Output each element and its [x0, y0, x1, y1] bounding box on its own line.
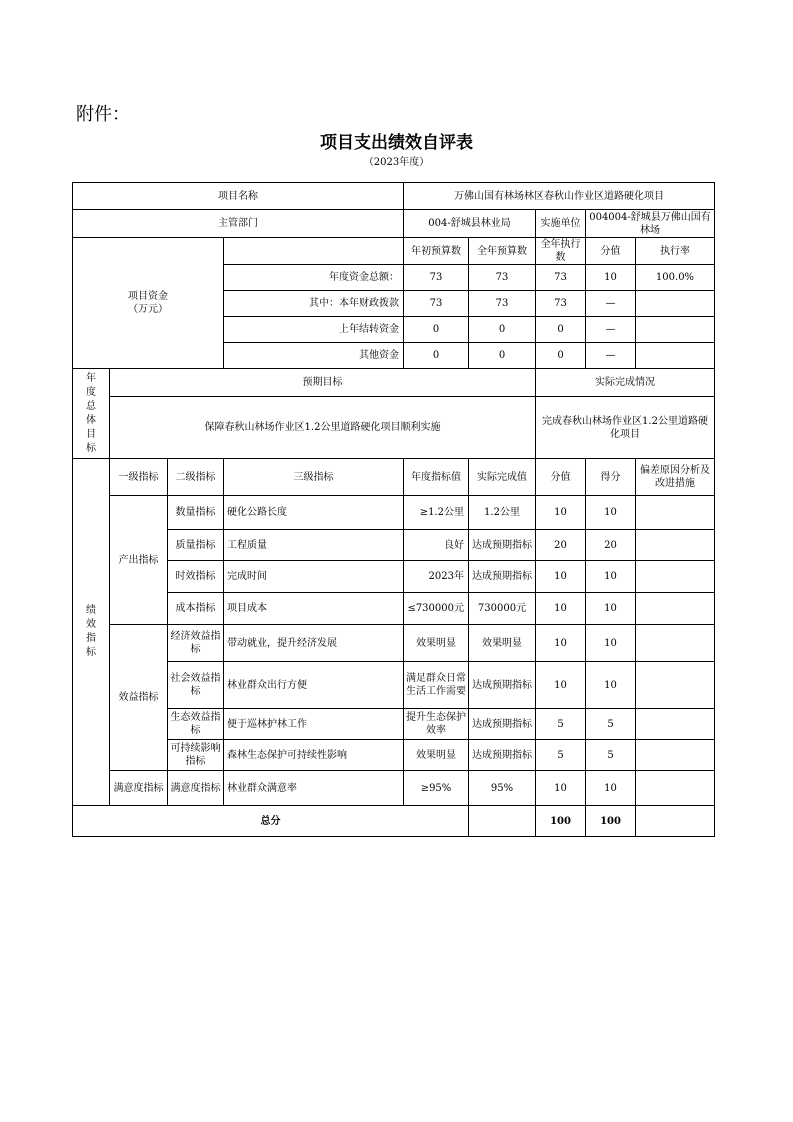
project-name-row: [73, 183, 715, 210]
level2: 质量指标: [168, 530, 224, 561]
level2: 社会效益指标: [168, 662, 224, 709]
level3: 完成时间: [224, 561, 404, 593]
note: [636, 709, 715, 740]
funds-header-row: [73, 238, 715, 265]
impl-value: 004004-舒城县万佛山国有林场: [586, 210, 715, 238]
dept-value: 004-舒城县林业局: [404, 210, 536, 238]
funds-rate: [636, 317, 715, 343]
perf-header: 二级指标: [168, 459, 224, 496]
actual: 达成预期指标: [469, 561, 536, 593]
funds-row-label: 其中：本年财政拨款: [224, 291, 404, 317]
expected-header: 预期目标: [110, 369, 536, 397]
table-row: [73, 561, 715, 593]
funds-score-value: —: [586, 343, 636, 369]
actual: 效果明显: [469, 625, 536, 662]
level2: 生态效益指标: [168, 709, 224, 740]
target: 提升生态保护效率: [404, 709, 469, 740]
funds-row-label: 年度资金总额：: [224, 265, 404, 291]
funds-annual: 0: [469, 317, 536, 343]
funds-score-value: —: [586, 317, 636, 343]
value: 10: [536, 496, 586, 530]
funds-initial: 0: [404, 317, 469, 343]
score: 10: [586, 662, 636, 709]
funds-header: 全年预算数: [469, 238, 536, 265]
level3: 项目成本: [224, 593, 404, 625]
year-subtitle: （2023年度）: [363, 157, 430, 168]
level3: 硬化公路长度: [224, 496, 404, 530]
level3: 林业群众出行方便: [224, 662, 404, 709]
note: [636, 771, 715, 806]
funds-row-label: 上年结转资金: [224, 317, 404, 343]
note: [636, 496, 715, 530]
dept-row: [73, 210, 715, 238]
performance-label: 绩效指标: [73, 459, 110, 806]
actual: 1.2公里: [469, 496, 536, 530]
perf-header: 分值: [536, 459, 586, 496]
total-score: 100: [586, 806, 636, 837]
funds-annual: 0: [469, 343, 536, 369]
level2: 可持续影响指标: [168, 740, 224, 771]
total-blank: [469, 806, 536, 837]
project-name-label: 项目名称: [73, 183, 404, 210]
total-note: [636, 806, 715, 837]
target: 效果明显: [404, 740, 469, 771]
target: 2023年: [404, 561, 469, 593]
funds-header: 分值: [586, 238, 636, 265]
dept-label: 主管部门: [73, 210, 404, 238]
score: 10: [586, 593, 636, 625]
funds-initial: 73: [404, 265, 469, 291]
perf-header: 一级指标: [110, 459, 168, 496]
funds-header: 执行率: [636, 238, 715, 265]
note: [636, 530, 715, 561]
perf-header: 偏差原因分析及改进措施: [636, 459, 715, 496]
perf-header: 实际完成值: [469, 459, 536, 496]
table-row: [73, 771, 715, 806]
actual: 达成预期指标: [469, 740, 536, 771]
level1-benefit: 效益指标: [110, 625, 168, 771]
perf-header: 年度指标值: [404, 459, 469, 496]
table-row: [73, 530, 715, 561]
perf-header: 得分: [586, 459, 636, 496]
actual: 95%: [469, 771, 536, 806]
table-row: [73, 593, 715, 625]
expected-goal: 保障春秋山林场作业区1.2公里道路硬化项目顺利实施: [110, 397, 536, 459]
impl-label: 实施单位: [536, 210, 586, 238]
note: [636, 561, 715, 593]
page-title: 项目支出绩效自评表: [320, 133, 473, 153]
note: [636, 662, 715, 709]
funds-rate: [636, 343, 715, 369]
project-name: 万佛山国有林场林区春秋山作业区道路硬化项目: [404, 183, 715, 210]
level2: 满意度指标: [168, 771, 224, 806]
level3: 林业群众满意率: [224, 771, 404, 806]
goals-row: [73, 397, 715, 459]
perf-header: 三级指标: [224, 459, 404, 496]
level2: 数量指标: [168, 496, 224, 530]
level3: 便于巡林护林工作: [224, 709, 404, 740]
level3: 工程质量: [224, 530, 404, 561]
funds-executed: 73: [536, 291, 586, 317]
funds-initial: 73: [404, 291, 469, 317]
actual-goal: 完成春秋山林场作业区1.2公里道路硬化项目: [536, 397, 715, 459]
value: 10: [536, 771, 586, 806]
table-row: [73, 709, 715, 740]
total-label: 总分: [73, 806, 469, 837]
level2: 成本指标: [168, 593, 224, 625]
score: 10: [586, 561, 636, 593]
level3: 森林生态保护可持续性影响: [224, 740, 404, 771]
total-value: 100: [536, 806, 586, 837]
actual: 达成预期指标: [469, 662, 536, 709]
target: 效果明显: [404, 625, 469, 662]
goals-header-row: [73, 369, 715, 397]
funds-executed: 73: [536, 265, 586, 291]
target: ≤730000元: [404, 593, 469, 625]
actual: 达成预期指标: [469, 709, 536, 740]
score: 10: [586, 496, 636, 530]
funds-rate: [636, 291, 715, 317]
table-row: [73, 625, 715, 662]
table-row: [73, 740, 715, 771]
total-row: [73, 806, 715, 837]
level2: 经济效益指标: [168, 625, 224, 662]
target: ≥1.2公里: [404, 496, 469, 530]
funds-header-blank: [224, 238, 404, 265]
level1-satisfaction: 满意度指标: [110, 771, 168, 806]
score: 5: [586, 709, 636, 740]
value: 10: [536, 625, 586, 662]
level2: 时效指标: [168, 561, 224, 593]
funds-initial: 0: [404, 343, 469, 369]
attachment-label: 附件：: [76, 104, 130, 125]
actual: 730000元: [469, 593, 536, 625]
table-row: [73, 662, 715, 709]
note: [636, 625, 715, 662]
funds-annual: 73: [469, 265, 536, 291]
level3: 带动就业，提升经济发展: [224, 625, 404, 662]
funds-score-value: 10: [586, 265, 636, 291]
funds-row-label: 其他资金: [224, 343, 404, 369]
funds-executed: 0: [536, 343, 586, 369]
score: 5: [586, 740, 636, 771]
value: 10: [536, 662, 586, 709]
score: 10: [586, 771, 636, 806]
level1-output: 产出指标: [110, 496, 168, 625]
funds-score-value: —: [586, 291, 636, 317]
actual: 达成预期指标: [469, 530, 536, 561]
funds-header: 年初预算数: [404, 238, 469, 265]
score: 10: [586, 625, 636, 662]
funds-annual: 73: [469, 291, 536, 317]
goals-label: 年度总体目标: [73, 369, 110, 459]
actual-header: 实际完成情况: [536, 369, 715, 397]
target: 良好: [404, 530, 469, 561]
value: 20: [536, 530, 586, 561]
funds-label: 项目资金 （万元）: [73, 238, 224, 369]
note: [636, 593, 715, 625]
value: 5: [536, 709, 586, 740]
performance-header-row: [73, 459, 715, 496]
value: 10: [536, 593, 586, 625]
target: ≥95%: [404, 771, 469, 806]
score: 20: [586, 530, 636, 561]
value: 10: [536, 561, 586, 593]
self-evaluation-table: [72, 182, 715, 837]
funds-header: 全年执行数: [536, 238, 586, 265]
note: [636, 740, 715, 771]
funds-executed: 0: [536, 317, 586, 343]
target: 满足群众日常生活工作需要: [404, 662, 469, 709]
value: 5: [536, 740, 586, 771]
table-row: [73, 496, 715, 530]
funds-rate: 100.0%: [636, 265, 715, 291]
